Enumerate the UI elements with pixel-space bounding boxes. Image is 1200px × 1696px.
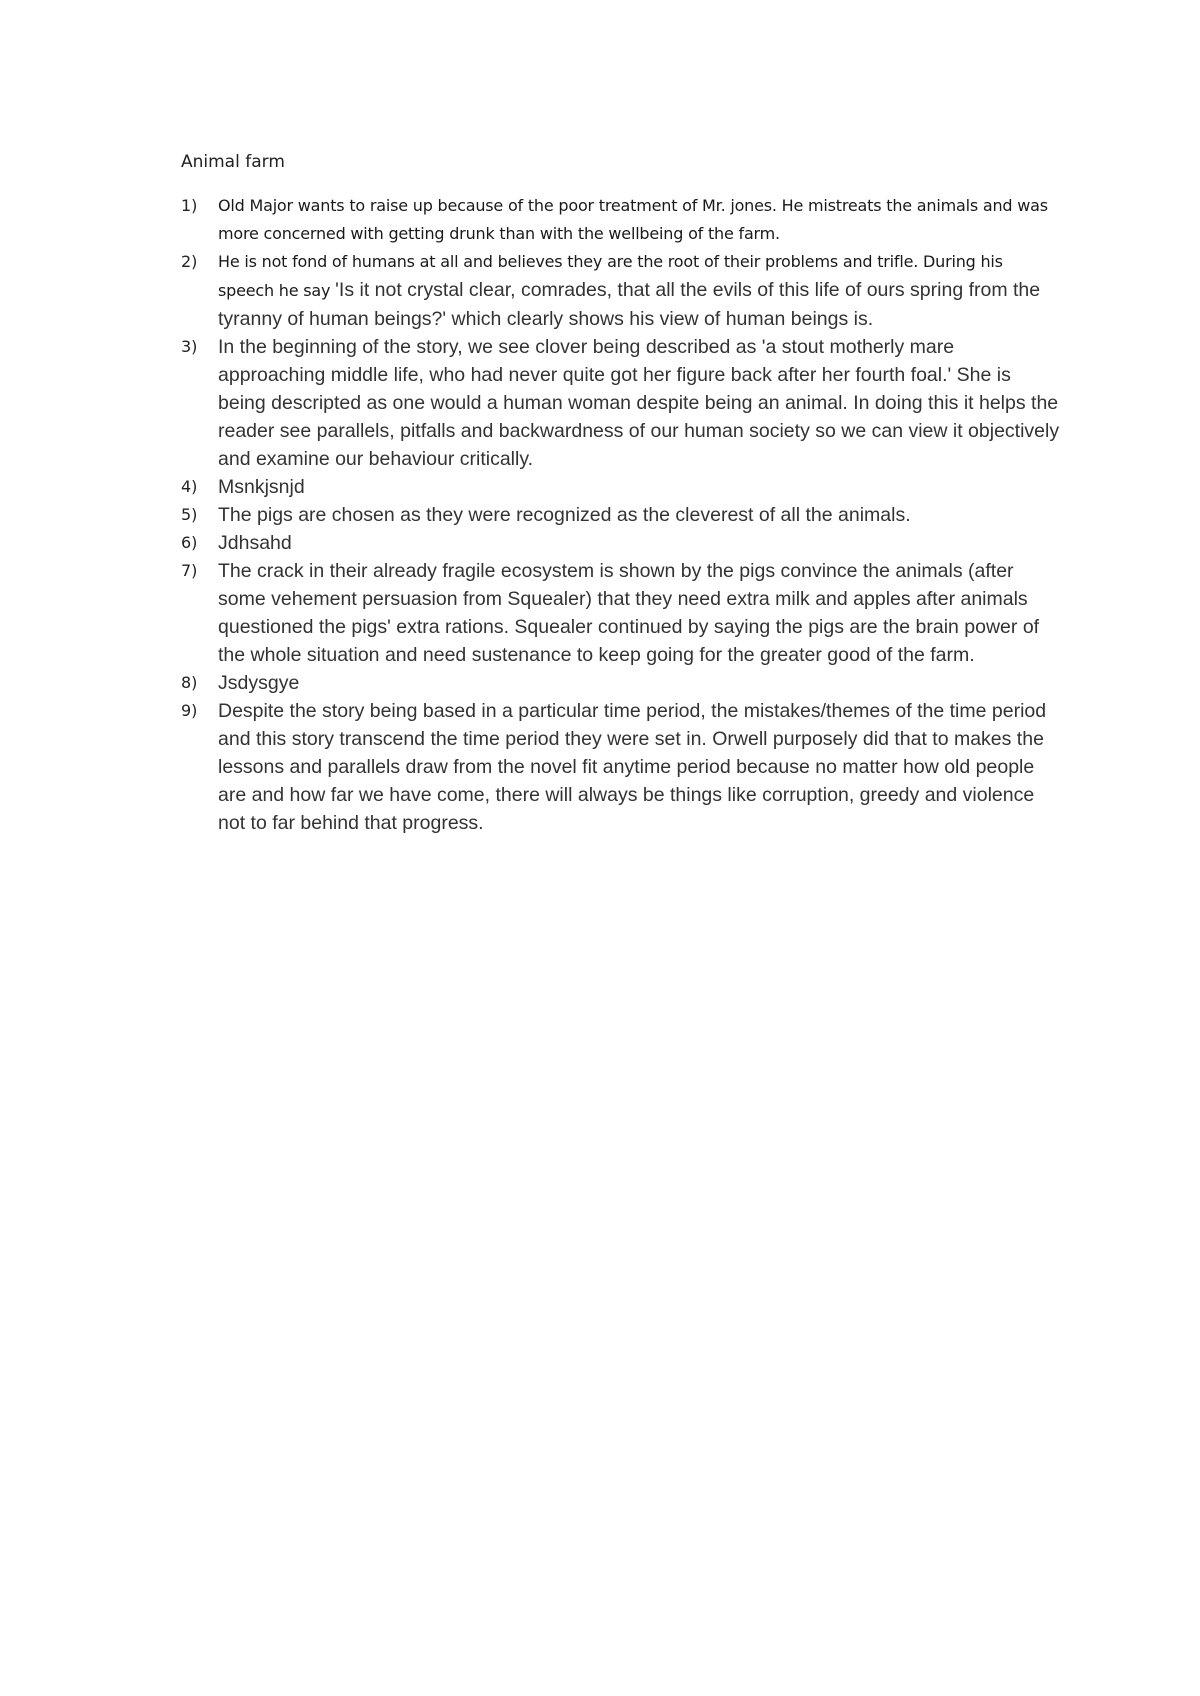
item-text: He is not fond of humans at all and believes they are the root of their problems and trifle. During his speech he say [218,252,1003,300]
item-text: The crack in their already fragile ecosystem is shown by the pigs convince the animals (after some vehement persuasion from Squealer) that they need extra milk and apples after animals questioned the pigs' extra rations. Squealer continued by saying the pigs are the brain power of the whole situation and need sustenance to keep going for the greater good of the farm. [218,560,1040,666]
item-number: 5) [181,505,198,524]
list-item [181,529,1061,557]
item-number: 8) [181,673,198,692]
item-text: Jsdysgye [218,672,300,694]
list-item [181,248,1061,333]
item-number: 1) [181,196,198,215]
item-text: Old Major wants to raise up because of the poor treatment of Mr. jones. He mistreats the animals and was more concerned with getting drunk than with the wellbeing of the farm. [218,196,1048,243]
item-text: Msnkjsnjd [218,476,305,498]
item-number: 3) [181,337,198,356]
list-item [181,557,1061,669]
item-text-quote: 'Is it not crystal clear, comrades, that all the evils of this life of ours spring from the tyranny of human beings?' which clearly shows his view of human beings is. [218,279,1041,330]
document-title: Animal farm [181,152,285,172]
item-number: 4) [181,477,198,496]
item-text: Despite the story being based in a particular time period, the mistakes/themes of the time period and this story transcend the time period they were set in. Orwell purposely did that to makes the lessons and parallels draw from the novel fit anytime period because no matter how old people are and how far we have come, there will always be things like corruption, greedy and violence not to far behind that progress. [218,700,1047,834]
item-number: 7) [181,561,198,580]
list-item [181,192,1061,248]
list-item [181,501,1061,529]
list-item [181,473,1061,501]
list-item [181,697,1061,837]
item-text: The pigs are chosen as they were recognized as the cleverest of all the animals. [218,504,911,526]
item-text: In the beginning of the story, we see clover being described as 'a stout motherly mare approaching middle life, who had never quite got her figure back after her fourth foal.' She is being descripted as one would a human woman despite being an animal. In doing this it helps the reader see parallels, pitfalls and backwardness of our human society so we can view it objectively and examine our behaviour critically. [218,336,1060,470]
item-text: Jdhsahd [218,532,292,554]
item-number: 2) [181,252,198,271]
item-number: 6) [181,533,198,552]
list-item [181,669,1061,697]
answer-list [181,192,1061,837]
list-item [181,333,1061,473]
item-number: 9) [181,701,198,720]
